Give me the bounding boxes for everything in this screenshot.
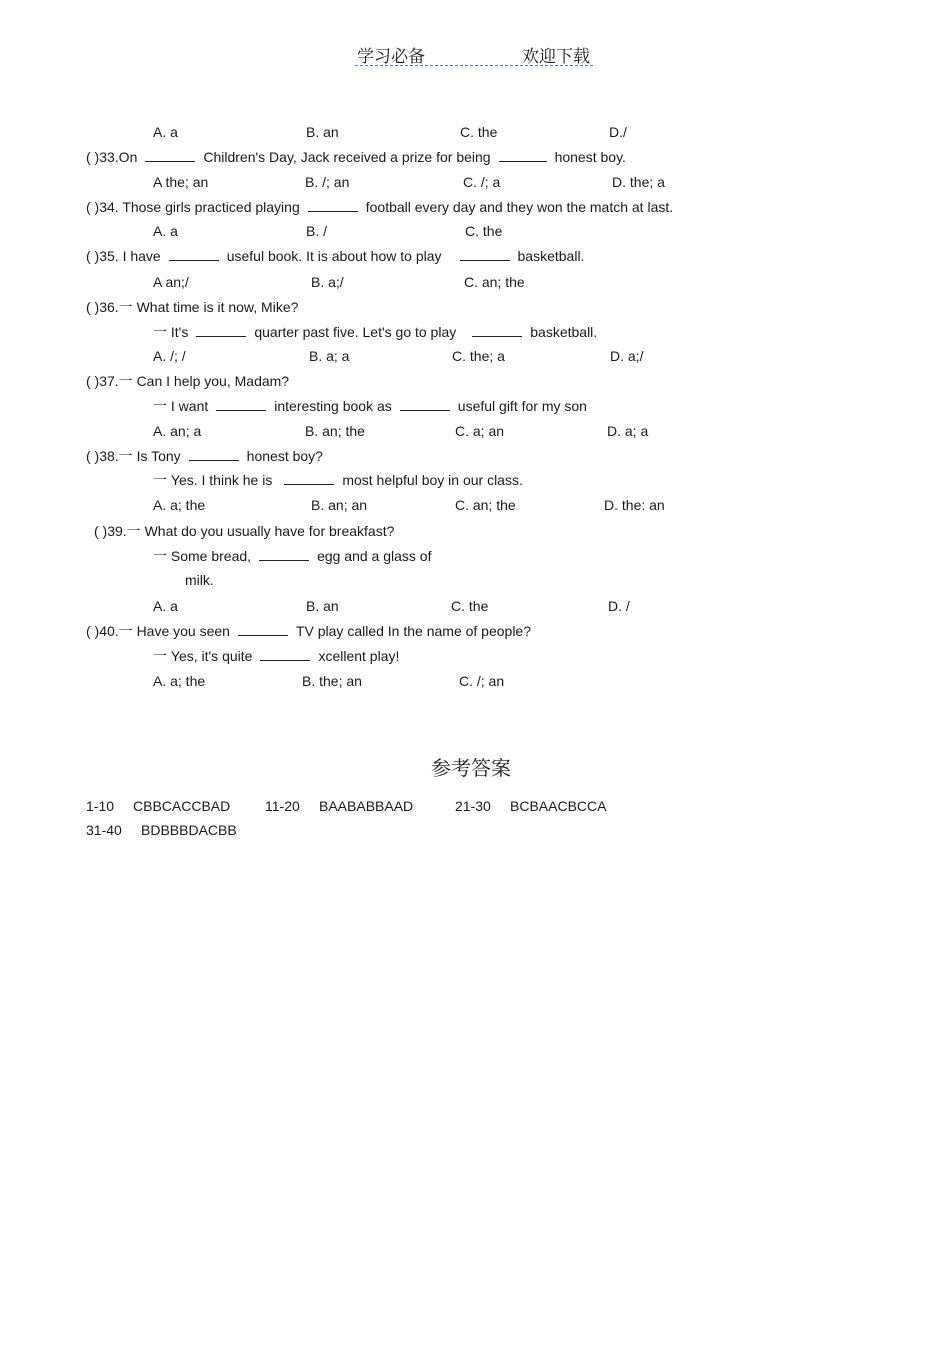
answer-blank — [284, 471, 334, 485]
answer-blank — [216, 397, 266, 411]
q38-option-c: C. an; the — [455, 497, 516, 513]
q33-option-d: D. the; a — [612, 174, 665, 190]
answer-blank — [145, 148, 195, 162]
q38-option-b: B. an; an — [311, 497, 368, 513]
q34-option-a: A. a — [153, 223, 178, 239]
q36-option-b: B. a; a — [309, 348, 350, 364]
q40-option-b: B. the; an — [302, 673, 362, 689]
answer-range: 21-30 — [455, 798, 491, 814]
answer-letters: BDBBBDACBB — [141, 822, 237, 838]
answer-letters: BAABABBAAD — [319, 798, 414, 814]
answer-range: 31-40 — [86, 822, 122, 838]
q37-option-d: D. a; a — [607, 423, 649, 439]
q34-option-c: C. the — [465, 223, 503, 239]
q36-option-d: D. a;/ — [610, 348, 644, 364]
q35-option-b: B. a;/ — [311, 274, 344, 290]
q36-option-a: A. /; / — [153, 348, 186, 364]
question-38-reply: 一 Yes. I think he is most helpful boy in our class. — [153, 472, 523, 488]
question-39: ( )39.一 What do you usually have for breakfast? — [94, 523, 395, 539]
question-36-reply: 一 It's quarter past five. Let's go to play basketball. — [153, 324, 598, 340]
question-36: ( )36.一 What time is it now, Mike? — [86, 299, 299, 315]
q35-option-a: A an;/ — [153, 274, 189, 290]
q37-option-b: B. an; the — [305, 423, 365, 439]
q39-option-d: D. / — [608, 598, 630, 614]
q35-option-c: C. an; the — [464, 274, 525, 290]
q37-option-a: A. an; a — [153, 423, 202, 439]
question-34: ( )34. Those girls practiced playing football every day and they won the match at last. — [86, 199, 674, 215]
answer-blank — [460, 247, 510, 261]
q36-option-c: C. the; a — [452, 348, 505, 364]
question-35: ( )35. I have useful book. It is about how to play basketball. — [86, 248, 585, 264]
header-left-text: 学习必备 — [357, 47, 425, 67]
q38-option-d: D. the: an — [604, 497, 665, 513]
q32-option-a: A. a — [153, 124, 178, 140]
q33-option-a: A the; an — [153, 174, 209, 190]
q40-option-a: A. a; the — [153, 673, 206, 689]
answer-blank — [189, 447, 239, 461]
answer-blank — [238, 622, 288, 636]
answer-key-title: 参考答案 — [431, 756, 511, 780]
question-39-reply-cont: milk. — [185, 572, 214, 588]
answer-range: 11-20 — [265, 798, 300, 814]
answer-letters: BCBAACBCCA — [510, 798, 607, 814]
question-40-reply: 一 Yes, it's quite xcellent play! — [153, 648, 400, 664]
q33-option-c: C. /; a — [463, 174, 501, 190]
answer-range: 1-10 — [86, 798, 115, 814]
answer-blank — [400, 397, 450, 411]
q33-option-b: B. /; an — [305, 174, 350, 190]
answer-blank — [308, 198, 358, 212]
question-37-reply: 一 I want interesting book as useful gift for my son — [153, 398, 587, 414]
answer-letters: CBBCACCBAD — [133, 798, 231, 814]
header-right-text: 欢迎下载 — [522, 47, 590, 67]
q34-option-b: B. / — [306, 223, 328, 239]
answer-blank — [196, 323, 246, 337]
question-37: ( )37.一 Can I help you, Madam? — [86, 373, 290, 389]
q32-option-d: D./ — [609, 124, 627, 140]
answer-blank — [259, 547, 309, 561]
answer-blank — [472, 323, 522, 337]
answer-blank — [260, 647, 310, 661]
q39-option-b: B. an — [306, 598, 339, 614]
answer-blank — [169, 247, 219, 261]
q37-option-c: C. a; an — [455, 423, 505, 439]
question-39-reply: 一 Some bread, egg and a glass of — [153, 548, 432, 564]
question-33: ( )33.On Children's Day, Jack received a prize for being honest boy. — [86, 149, 626, 165]
answer-blank — [499, 148, 547, 162]
q40-option-c: C. /; an — [459, 673, 505, 689]
q32-option-b: B. an — [306, 124, 339, 140]
page-header — [355, 40, 593, 66]
q32-option-c: C. the — [460, 124, 498, 140]
question-38: ( )38.一 Is Tony honest boy? — [86, 448, 323, 464]
q38-option-a: A. a; the — [153, 497, 206, 513]
q39-option-c: C. the — [451, 598, 489, 614]
q39-option-a: A. a — [153, 598, 178, 614]
question-40: ( )40.一 Have you seen TV play called In the name of people? — [86, 623, 532, 639]
